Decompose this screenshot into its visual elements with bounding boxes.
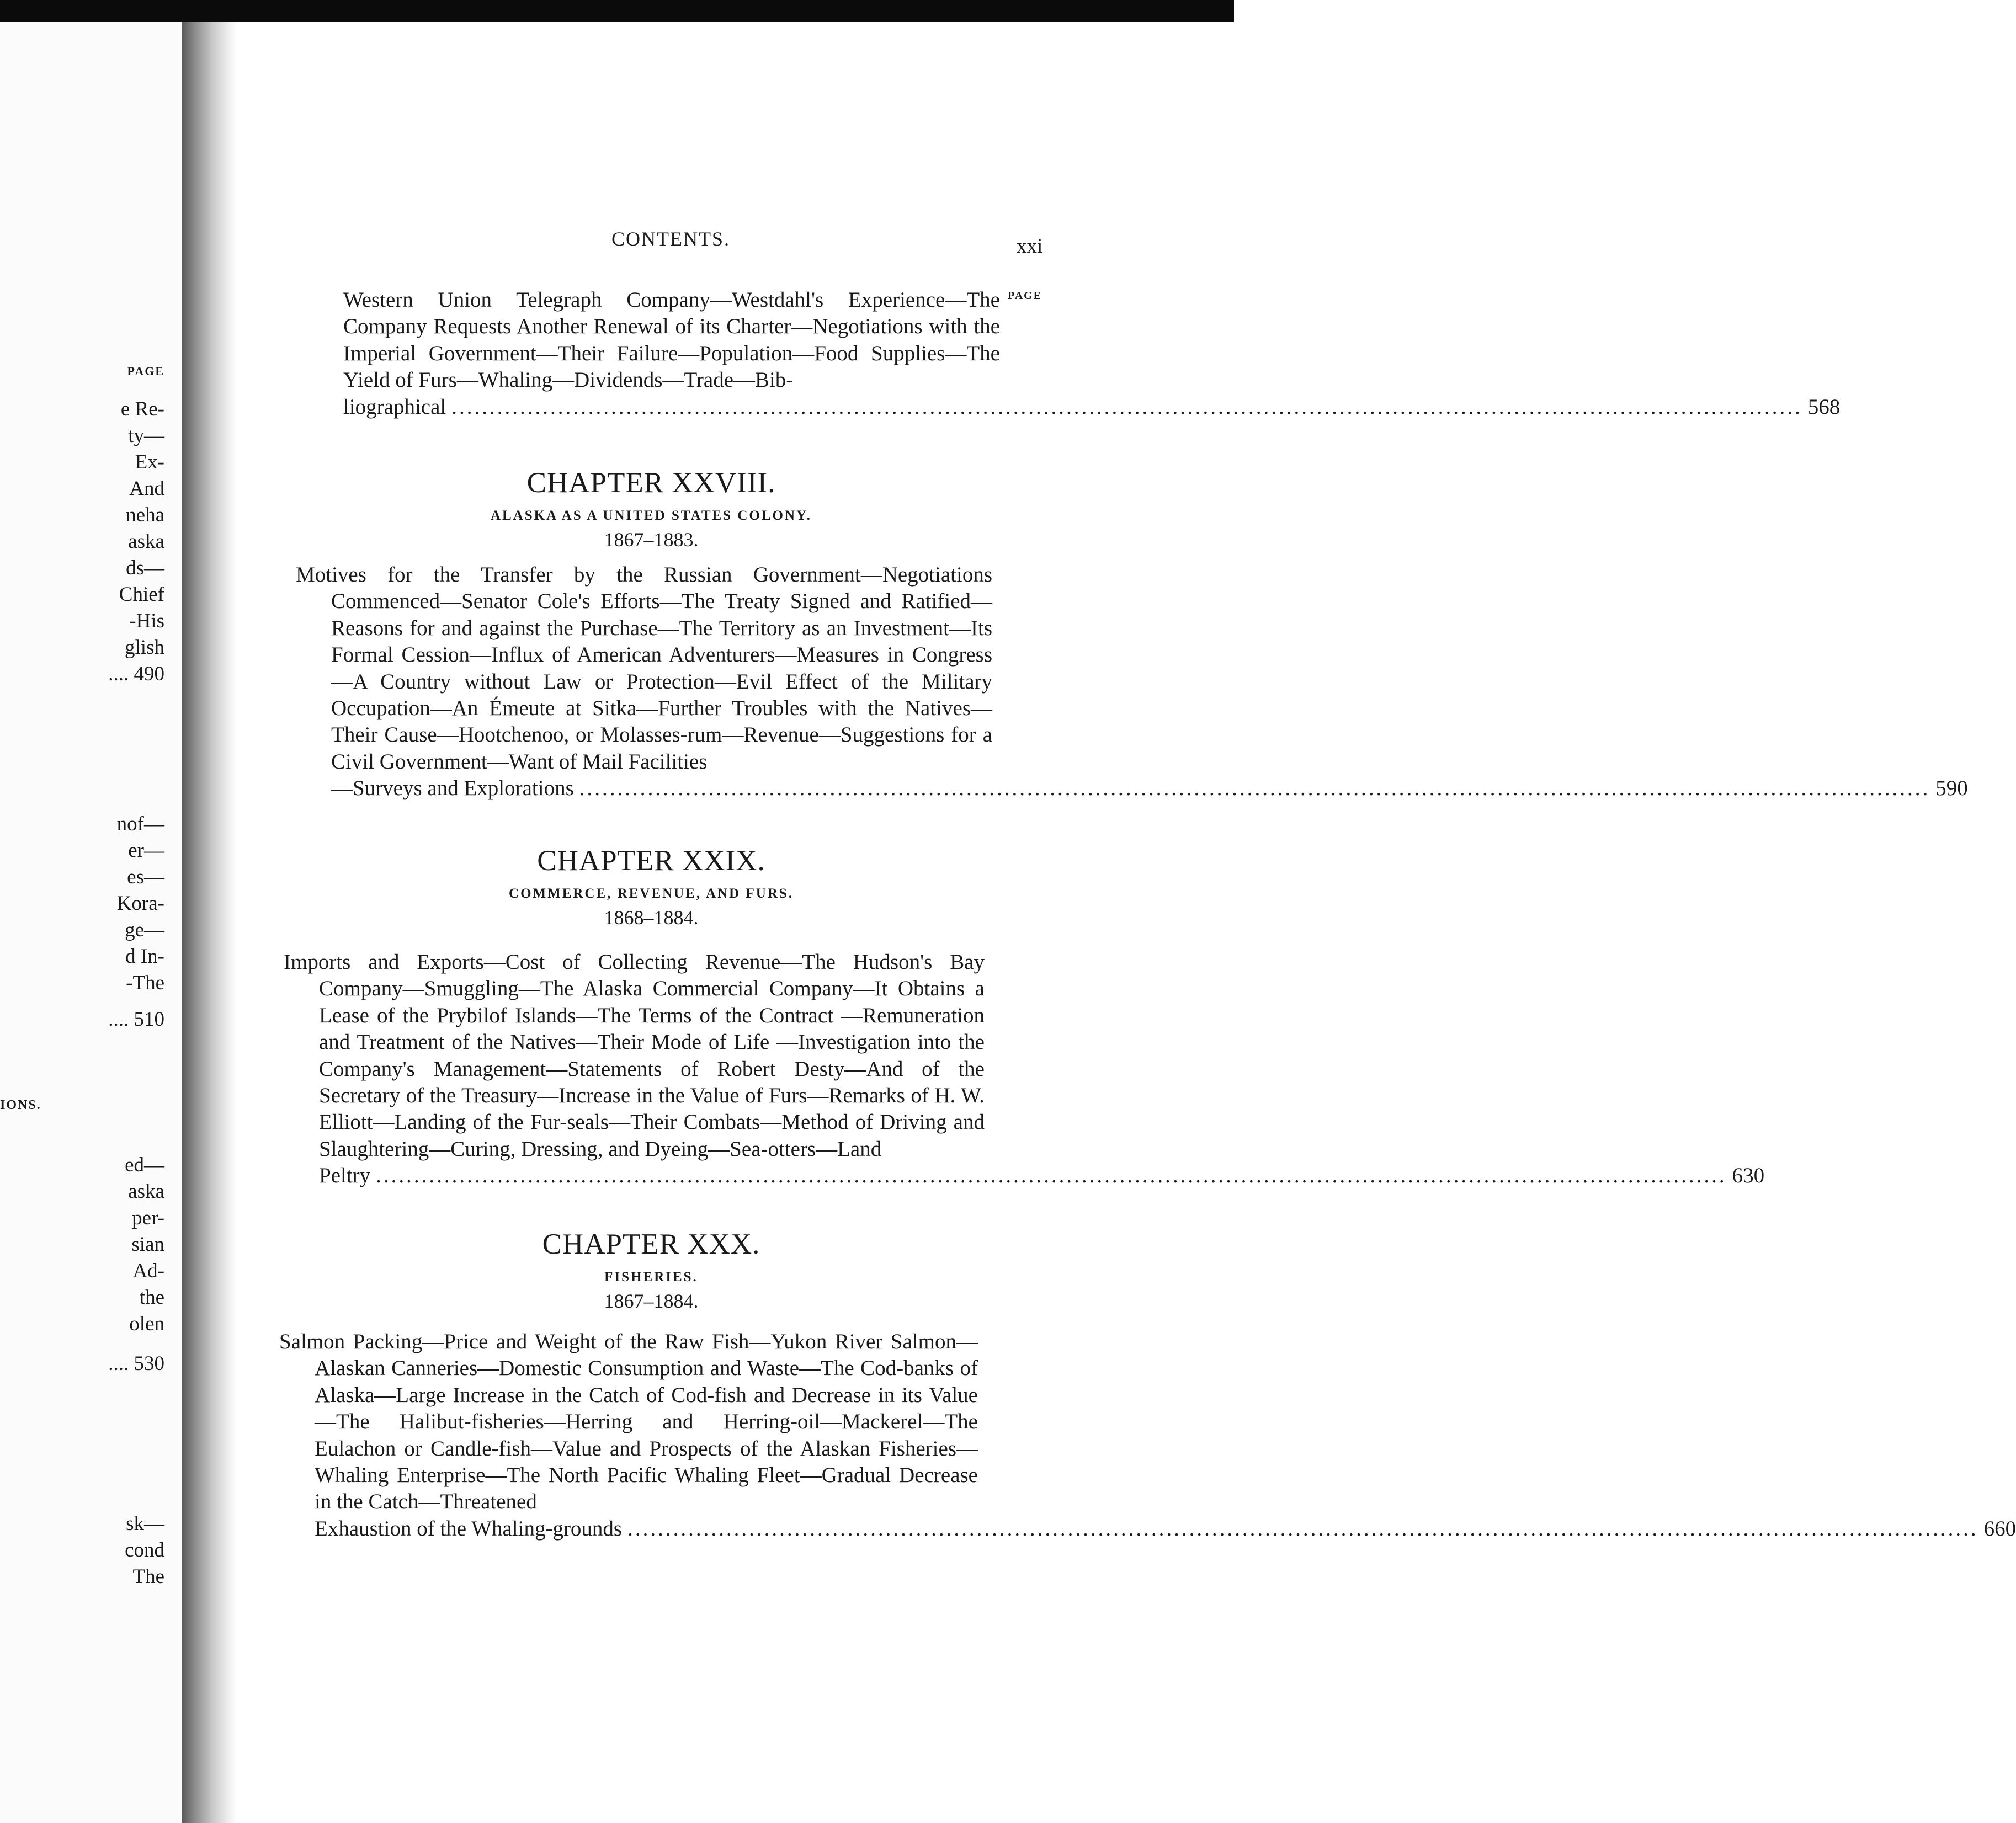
toc-entry-last-text: Peltry [319,1164,371,1188]
left-fragment: es— [127,866,164,888]
left-fragment: sk— [126,1512,164,1535]
chapter-dates: 1867–1884. [604,1290,699,1312]
left-fragment: .... 530 [108,1352,164,1375]
left-facing-page [0,22,187,1823]
book-gutter-shadow [182,22,237,1823]
dot-leader: .................................................................................................................................................................................. [376,1164,1727,1188]
left-fragment: -His [129,610,164,632]
left-fragment: Kora- [116,892,164,915]
left-fragment: per- [132,1207,164,1229]
left-fragment: Ex- [135,451,164,473]
chapter-summary-text: Motives for the Transfer by the Russian Government—Negotiations Commenced—Senator Cole's Efforts—The Treaty Signed and Ratified—Reasons for and against the Purchase—The Territory as an Investment—Its Formal Cession—Influx of American Adventurers—Measures in Congress—A Country without Law or Protection—Evil Effect of the Military Occupation—An Émeute at Sitka—Further Troubles with the Natives—Their Cause—Hootchenoo, or Molasses-rum—Revenue—Suggestions for a Civil Government—Want of Mail Facilities [296,563,992,774]
chapter-subtitle: ALASKA AS A UNITED STATES COLONY. [490,508,812,523]
chapter-subtitle: FISHERIES. [604,1270,698,1284]
toc-entry-last-line [284,1163,1765,1189]
chapter-dates: 1868–1884. [604,907,699,929]
dot-leader: .................................................................................................................................................................................. [627,1516,1978,1541]
chapter-summary [279,1329,2016,1542]
chapter-title: CHAPTER XXX. [542,1228,760,1260]
left-fragment: cond [125,1539,164,1561]
left-fragment: er— [128,839,164,862]
left-fragment: The [132,1565,164,1588]
left-fragment: aska [128,530,164,553]
left-fragment: And [129,477,164,500]
chapter-summary [284,949,1765,1190]
left-fragment: glish [125,636,164,659]
chapter-summary-text: Salmon Packing—Price and Weight of the Raw Fish—Yukon River Salmon—Alaskan Canneries—Domestic Consumption and Waste—The Cod-banks of Alaska—Large Increase in the Catch of Cod-fish and Decrease in its Value—The Halibut-fisheries—Herring and Herring-oil—Mackerel—The Eulachon or Candle-fish—Value and Prospects of the Alaskan Fisheries—Whaling Enterprise—The North Pacific Whaling Fleet—Gradual Decrease in the Catch—Threatened [279,1330,978,1514]
page-column-label: PAGE [1008,290,1042,302]
left-fragment: IONS. [0,1098,41,1112]
scan-top-border [0,0,1234,22]
left-page-label: PAGE [127,364,164,378]
chapter-heading [458,466,844,551]
left-fragment: nof— [116,813,164,835]
toc-page-number: 660 [1983,1516,2016,1541]
toc-entry-text: Western Union Telegraph Company—Westdahl's Experience—The Company Requests Another Renewal of its Charter—Negotiations with the Imperial Government—Their Failure—Population—Food Supplies—The Yield of Furs—Whaling—Dividends—Trade—Bib- [343,288,1000,392]
left-fragment: Ad- [132,1260,164,1282]
chapter-title: CHAPTER XXVIII. [526,467,776,499]
chapter-summary-text: Imports and Exports—Cost of Collecting Revenue—The Hudson's Bay Company—Smuggling—The Alaska Commercial Company—It Obtains a Lease of the Prybilof Islands—The Terms of the Contract —Remuneration and Treatment of the Natives—Their Mode of Life —Investigation into the Company's Management—Statements of Robert Desty—And of the Secretary of the Treasury—Increase in the Value of Furs—Remarks of H. W. Elliott—Landing of the Fur-seals—Their Combats—Method of Driving and Slaughtering—Curing, Dressing, and Dyeing—Sea-otters—Land [284,950,985,1161]
chapter-heading [458,1228,844,1313]
dot-leader: .................................................................................................................................................................................. [579,776,1930,801]
left-fragment: ge— [125,919,164,941]
left-fragment: -The [126,972,164,994]
chapter-dates: 1867–1883. [604,529,699,551]
chapter-heading [458,844,844,929]
chapter-title: CHAPTER XXIX. [537,845,765,877]
toc-page-number: 590 [1935,776,1968,801]
running-head: CONTENTS. [611,228,730,250]
left-fragment: ds— [126,557,164,579]
left-fragment: ty— [128,424,164,447]
left-fragment: e Re- [120,398,164,420]
toc-entry-last-line [343,394,1841,420]
left-fragment: .... 510 [108,1008,164,1031]
left-fragment: aska [128,1180,164,1203]
dot-leader: .................................................................................................................................................................................. [451,395,1802,419]
toc-page-number: 630 [1732,1164,1765,1188]
toc-page-number: 568 [1807,395,1841,419]
left-fragment: d In- [125,945,164,968]
left-fragment: the [139,1286,164,1309]
page-number: xxi [1017,235,1043,258]
left-fragment: neha [126,504,164,526]
left-fragment: olen [129,1313,164,1335]
chapter-subtitle: COMMERCE, REVENUE, AND FURS. [509,886,794,901]
toc-entry-last-text: —Surveys and Explorations [331,776,574,801]
toc-entry-last-line [279,1516,2016,1542]
toc-entry-last-text: Exhaustion of the Whaling-grounds [315,1516,623,1541]
left-fragment: sian [131,1233,164,1256]
toc-entry-last-line [296,775,1968,802]
left-fragment: Chief [119,583,164,606]
left-fragment: .... 490 [108,663,164,685]
left-fragment: ed— [125,1154,164,1176]
chapter-summary [296,562,1968,802]
toc-entry-last-text: liographical [343,395,446,419]
